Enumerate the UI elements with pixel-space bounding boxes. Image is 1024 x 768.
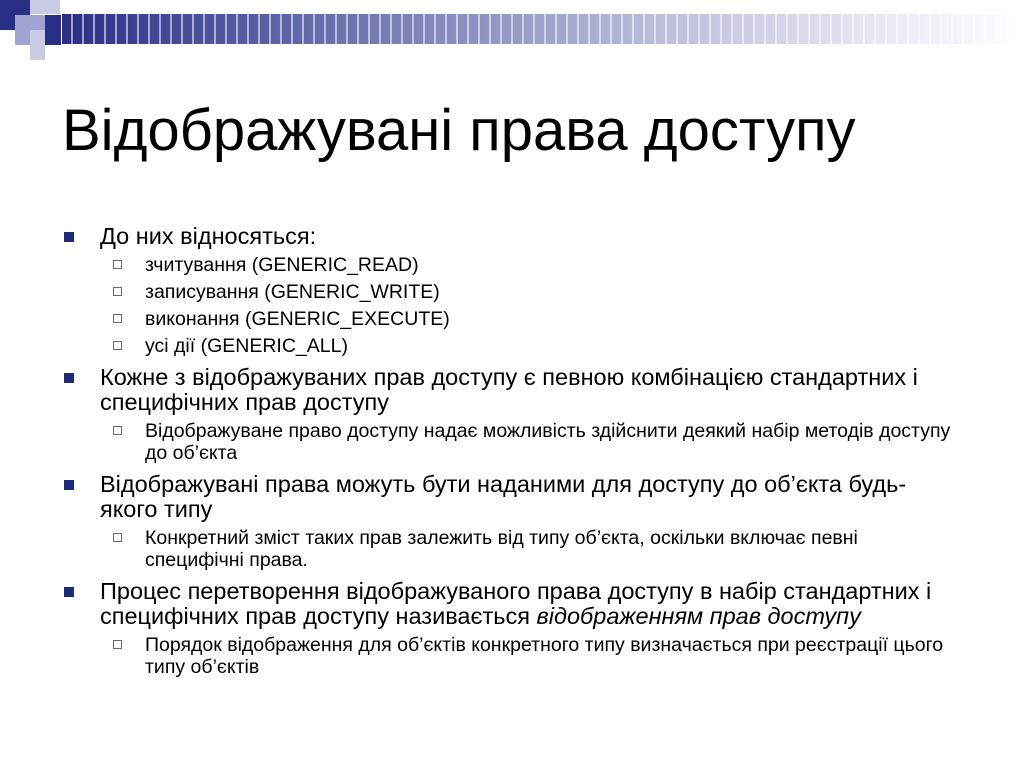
decor-square	[30, 0, 60, 14]
sub-bullet-item	[62, 634, 962, 678]
square-bullet-icon	[64, 480, 74, 490]
bullet-emphasis-text: відображенням прав доступу	[536, 603, 861, 629]
sub-bullet-item	[62, 420, 962, 464]
hollow-square-bullet-icon	[113, 287, 122, 296]
hollow-square-bullet-icon	[113, 640, 122, 649]
slide-title: Відображувані права доступу	[62, 98, 856, 163]
sub-bullet-text: зчитування (GENERIC_READ)	[145, 254, 419, 276]
sub-bullet-item	[62, 254, 962, 276]
header-gradient-strip	[62, 14, 1024, 44]
sub-bullet-text: виконання (GENERIC_EXECUTE)	[145, 308, 450, 330]
square-bullet-icon	[64, 587, 74, 597]
hollow-square-bullet-icon	[113, 260, 122, 269]
square-bullet-icon	[64, 373, 74, 383]
bullet-list	[62, 224, 962, 678]
bullet-text: Відображувані права можуть бути наданими для доступу до об’єкта будь-якого типу	[100, 471, 907, 522]
sub-bullet-text: записування (GENERIC_WRITE)	[145, 281, 440, 303]
decorative-header	[0, 0, 1024, 60]
sub-bullet-item	[62, 308, 962, 330]
bullet-item	[62, 579, 962, 629]
decor-square	[30, 30, 45, 60]
sub-bullet-text: усі дії (GENERIC_ALL)	[145, 335, 348, 357]
bullet-text: Кожне з відображуваних прав доступу є певною комбінацією стандартних і специфічних прав доступу	[100, 364, 918, 415]
hollow-square-bullet-icon	[113, 341, 122, 350]
bullet-item	[62, 365, 962, 415]
hollow-square-bullet-icon	[113, 314, 122, 323]
bullet-text: До них відносяться:	[100, 223, 317, 249]
sub-bullet-item	[62, 527, 962, 571]
bullet-item	[62, 472, 962, 522]
sub-bullet-text: Конкретний зміст таких прав залежить від типу об’єкта, оскільки включає певні специфічні права.	[145, 527, 858, 571]
sub-bullet-item	[62, 335, 962, 357]
hollow-square-bullet-icon	[113, 426, 122, 435]
square-bullet-icon	[64, 232, 74, 242]
sub-bullet-text: Порядок відображення для об’єктів конкретного типу визначається при реєстрації цього типу об’єктів	[145, 634, 944, 678]
decor-square	[45, 15, 61, 45]
hollow-square-bullet-icon	[113, 533, 122, 542]
sub-bullet-item	[62, 281, 962, 303]
sub-bullet-text: Відображуване право доступу надає можливість здійснити деякий набір методів доступу до об’єкта	[145, 420, 951, 464]
bullet-text: Процес перетворення відображуваного права доступу в набір стандартних і специфічних прав доступу називається	[100, 578, 932, 629]
bullet-item	[62, 224, 962, 249]
